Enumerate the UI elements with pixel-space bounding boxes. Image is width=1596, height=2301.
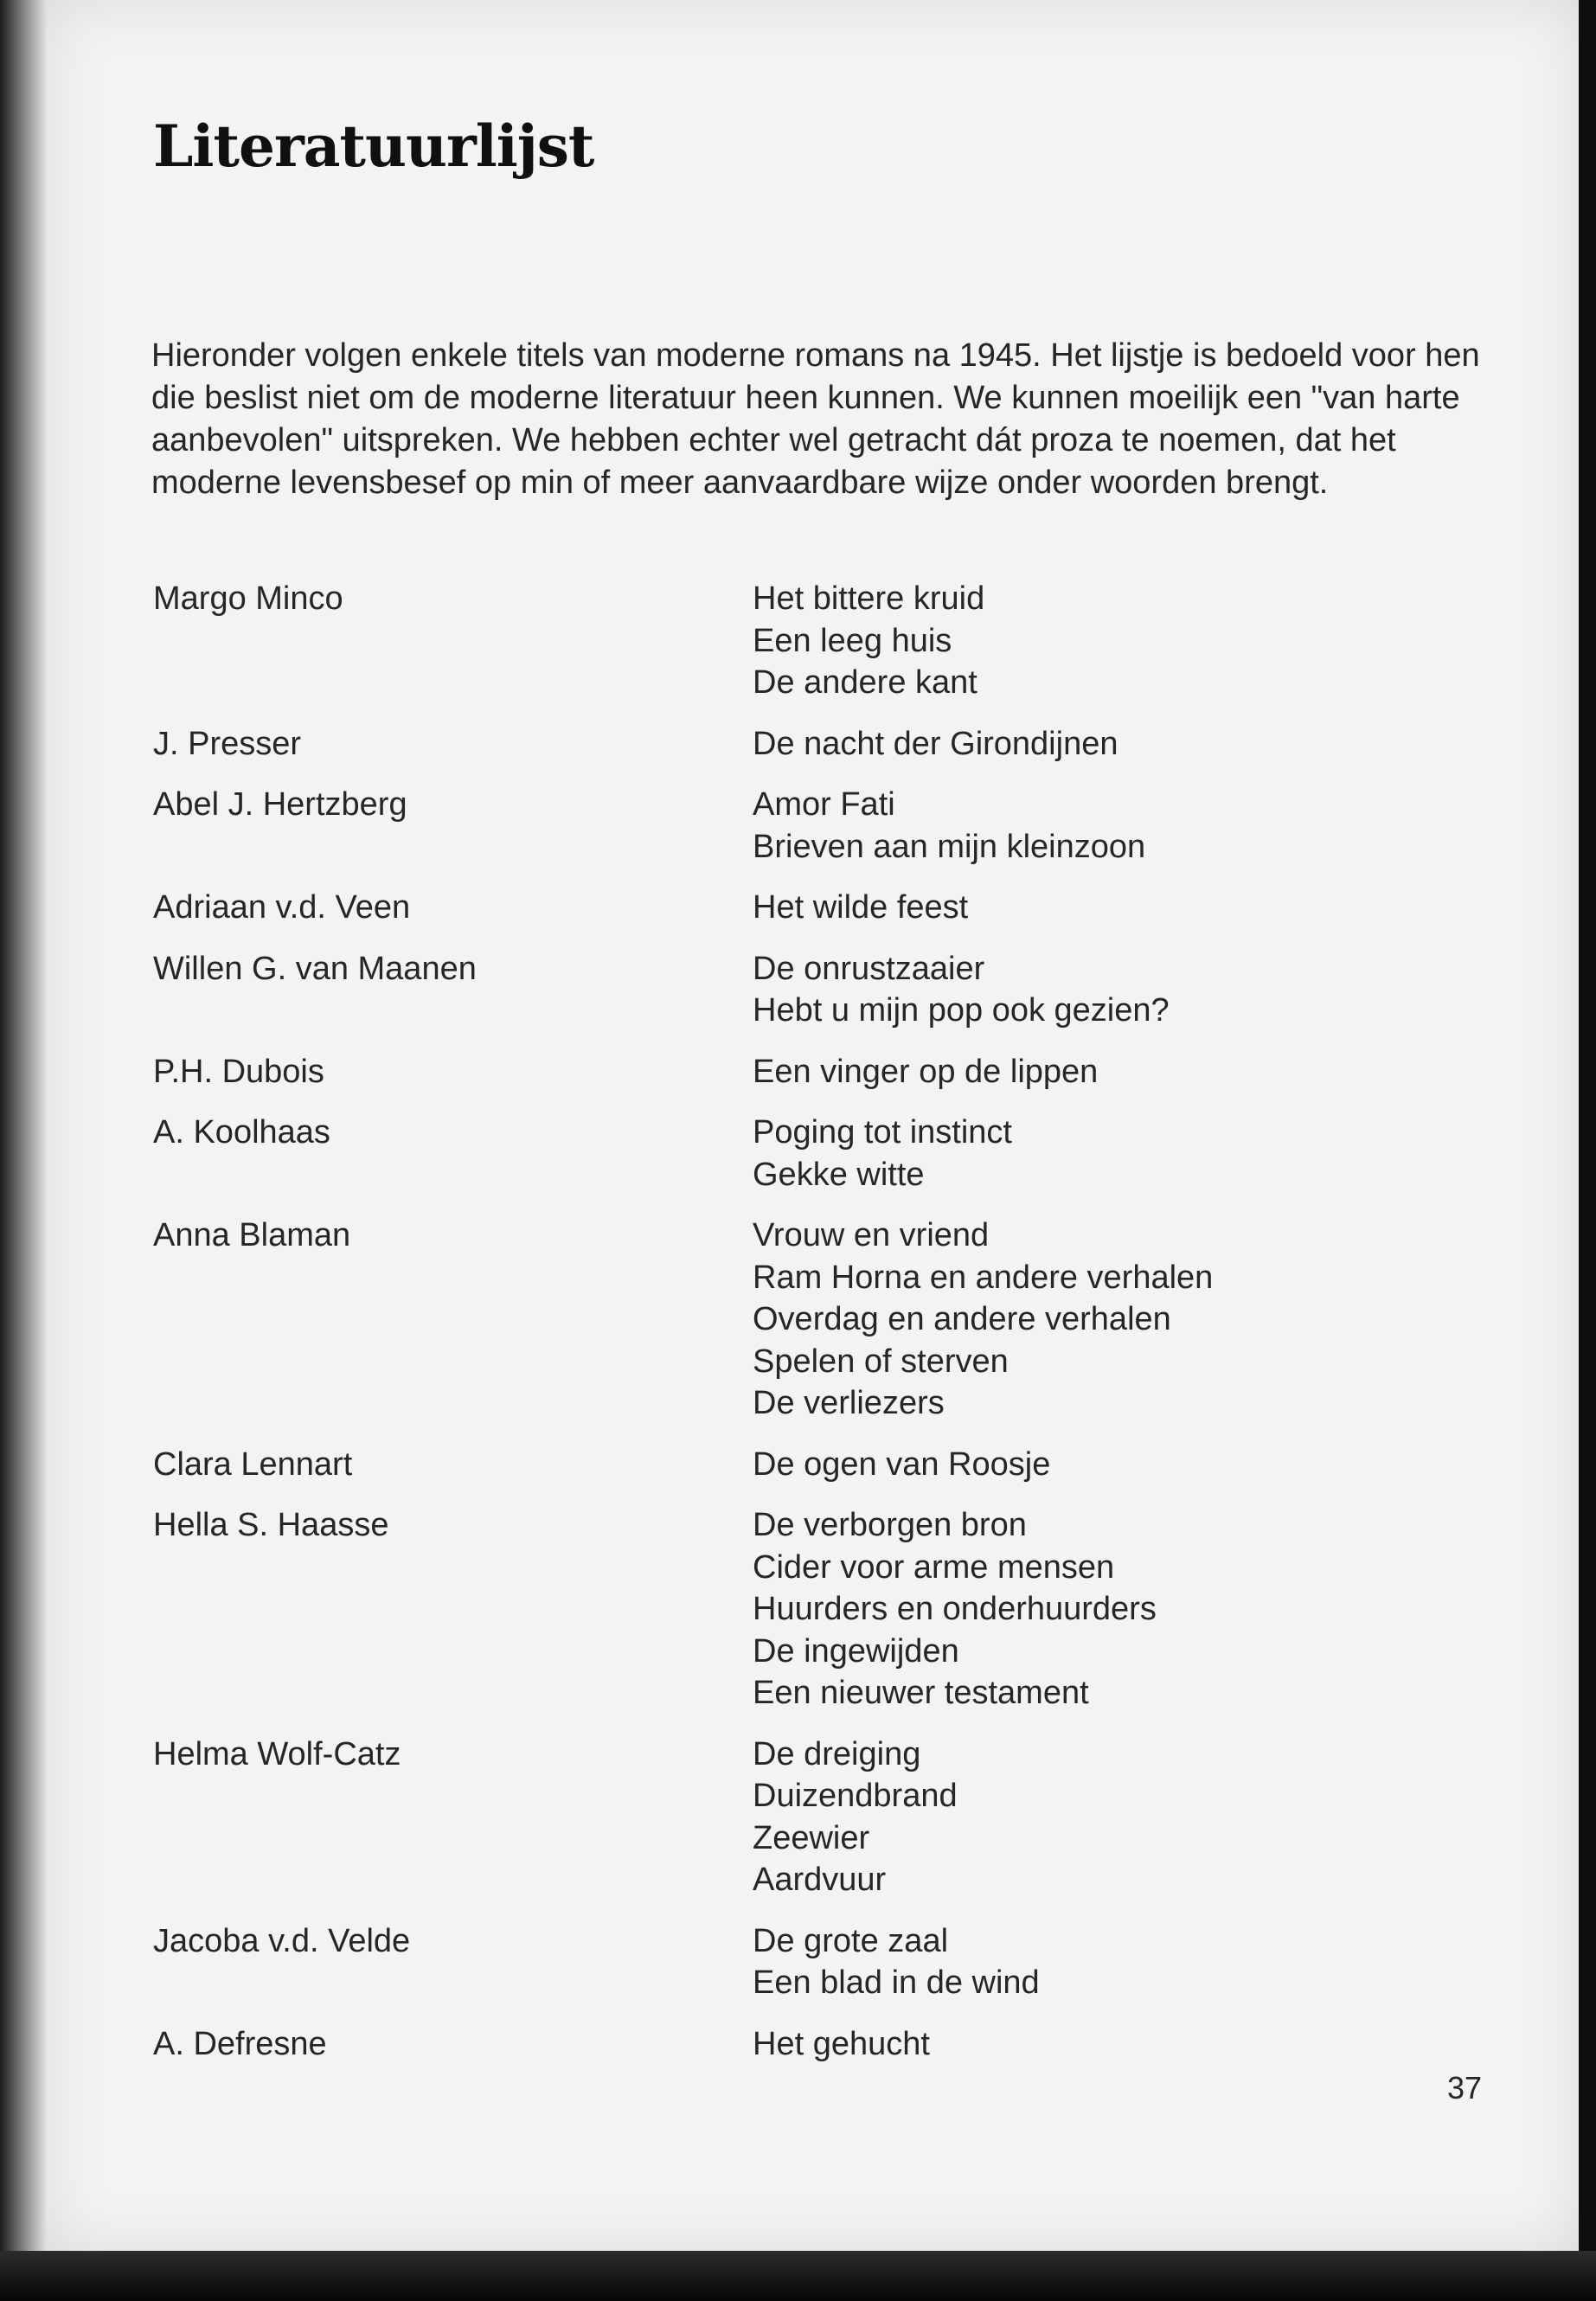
list-item <box>153 1734 1503 1901</box>
book-titles <box>753 1112 1503 1195</box>
book-title: De verliezers <box>753 1385 945 1421</box>
book-gutter-shadow <box>0 0 48 2251</box>
book-titles <box>753 723 1503 766</box>
book-title: De verborgen bron <box>753 1507 1027 1543</box>
book-title: Het gehucht <box>753 2025 930 2062</box>
author-name: Jacoba v.d. Velde <box>153 1922 411 1959</box>
book-page <box>48 0 1579 2251</box>
list-item <box>153 1920 1503 2004</box>
page-number: 37 <box>1447 2070 1483 2106</box>
book-title: Een leeg huis <box>753 622 952 659</box>
book-title: Huurders en onderhuurders <box>753 1591 1157 1627</box>
book-title: Spelen of sterven <box>753 1343 1009 1380</box>
book-title: Cider voor arme mensen <box>753 1548 1115 1586</box>
book-title: De ogen van Roosje <box>753 1445 1051 1483</box>
book-title: Amor Fati <box>753 786 895 823</box>
book-title: De grote zaal <box>753 1922 949 1959</box>
book-titles <box>753 887 1503 929</box>
list-item <box>153 784 1503 868</box>
book-titles <box>753 578 1503 704</box>
book-title: De dreiging <box>753 1735 921 1772</box>
book-title: Een blad in de wind <box>753 1965 1040 2001</box>
author-name: J. Presser <box>153 725 302 762</box>
book-title: Duizendbrand <box>753 1778 958 1814</box>
author-name: Helma Wolf-Catz <box>153 1735 401 1772</box>
intro-paragraph: Hieronder volgen enkele titels van moderne romans na 1945. Het lijstje is bedoeld voor hen die beslist niet om de moderne literatuur heen kunnen. We kunnen moeilijk een "van harte aanbevolen" uitspreken. We hebben echter wel getracht dát proza te noemen, dat het moderne levensbesef op min of meer aanvaardbare wijze onder woorden brengt. <box>151 337 1480 501</box>
author-name: Willen G. van Maanen <box>153 950 477 987</box>
list-item <box>153 2023 1503 2066</box>
book-title: Brieven aan mijn kleinzoon <box>753 828 1146 865</box>
book-title: De ingewijden <box>753 1632 959 1670</box>
list-item <box>153 1215 1503 1425</box>
author-name: Adriaan v.d. Veen <box>153 889 411 926</box>
list-item <box>153 1051 1503 1093</box>
book-titles <box>753 1920 1503 2004</box>
book-titles <box>753 1215 1503 1425</box>
book-title: Ram Horna en andere verhalen <box>753 1259 1214 1296</box>
book-title: De andere kant <box>753 664 977 701</box>
author-name: Abel J. Hertzberg <box>153 786 407 823</box>
scan-right-edge <box>1579 0 1596 2301</box>
author-name: Clara Lennart <box>153 1445 353 1483</box>
book-titles <box>753 1504 1503 1715</box>
author-name: A. Defresne <box>153 2025 327 2062</box>
book-title: Poging tot instinct <box>753 1114 1012 1150</box>
list-item <box>153 948 1503 1032</box>
list-item <box>153 1444 1503 1486</box>
book-title: Hebt u mijn pop ook gezien? <box>753 992 1170 1029</box>
book-title: De onrustzaaier <box>753 950 985 987</box>
book-titles <box>753 1444 1503 1486</box>
author-name: Anna Blaman <box>153 1217 351 1253</box>
list-item <box>153 887 1503 929</box>
list-item <box>153 1504 1503 1715</box>
book-title: Gekke witte <box>753 1156 925 1193</box>
scan-bottom-edge <box>0 2251 1596 2301</box>
book-title: De nacht der Girondijnen <box>753 725 1118 762</box>
author-name: A. Koolhaas <box>153 1114 330 1150</box>
book-title: Aardvuur <box>753 1862 887 1898</box>
book-titles <box>753 2023 1503 2066</box>
book-titles <box>753 1051 1503 1093</box>
book-title: Zeewier <box>753 1819 870 1856</box>
book-titles <box>753 784 1503 868</box>
book-titles <box>753 1734 1503 1901</box>
book-title: Het wilde feest <box>753 889 969 926</box>
literature-list <box>153 578 1503 2084</box>
list-item <box>153 578 1503 704</box>
book-title: Overdag en andere verhalen <box>753 1301 1171 1337</box>
book-title: Een vinger op de lippen <box>753 1053 1099 1090</box>
book-title: Het bittere kruid <box>753 580 985 617</box>
page-title: Literatuurlijst <box>153 112 594 180</box>
book-titles <box>753 948 1503 1032</box>
list-item <box>153 723 1503 766</box>
book-title: Vrouw en vriend <box>753 1217 990 1253</box>
author-name: Margo Minco <box>153 580 343 617</box>
book-title: Een nieuwer testament <box>753 1675 1089 1711</box>
author-name: P.H. Dubois <box>153 1053 324 1090</box>
list-item <box>153 1112 1503 1195</box>
author-name: Hella S. Haasse <box>153 1507 389 1543</box>
